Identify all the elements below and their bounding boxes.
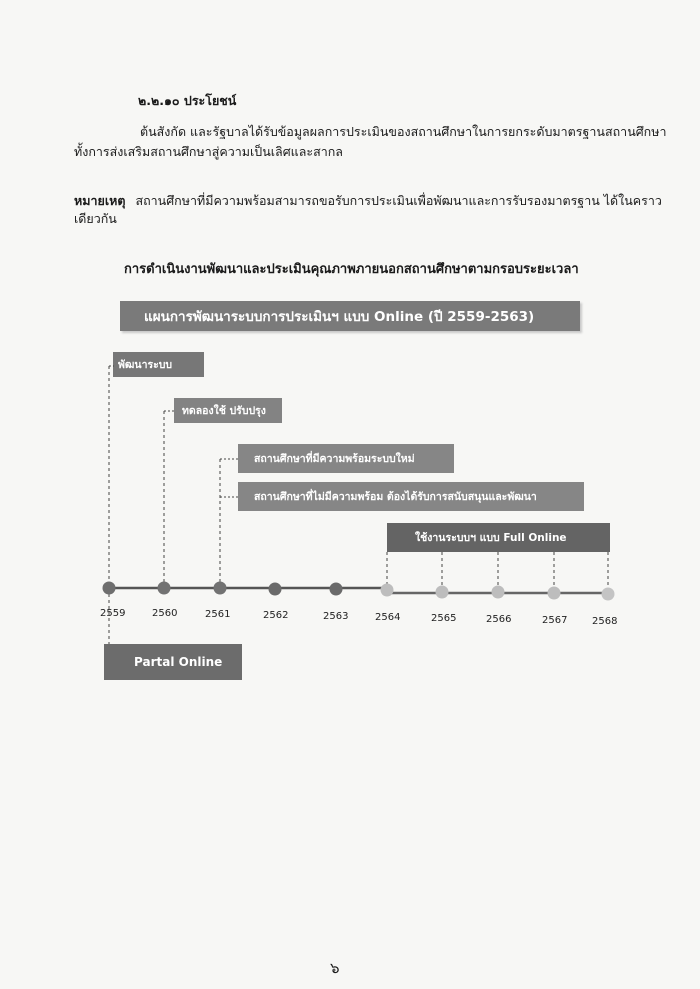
paragraph-line-1: ต้นสังกัด และรัฐบาลได้รับข้อมูลผลการประเมินของสถานศึกษาในการยกระดับมาตรฐานสถานศึกษา xyxy=(140,124,667,139)
node-2560 xyxy=(158,582,171,595)
year-label: 2566 xyxy=(486,614,512,625)
year-label: 2561 xyxy=(205,609,231,620)
node-2567 xyxy=(548,587,561,600)
note-text-1: สถานศึกษาที่มีความพร้อมสามารถขอรับการประเมินเพื่อพัฒนาและการรับรองมาตรฐาน ได้ในคราว xyxy=(135,193,662,208)
diagram-caption: การดำเนินงานพัฒนาและประเมินคุณภาพภายนอกสถานศึกษาตามกรอบระยะเวลา xyxy=(124,262,579,277)
node-2559 xyxy=(103,582,116,595)
year-label: 2560 xyxy=(152,608,178,619)
paragraph-line-2: ทั้งการส่งเสริมสถานศึกษาสู่ความเป็นเลิศและสากล xyxy=(74,144,343,159)
bar-trial: ทดลองใช้ ปรับปรุง xyxy=(174,398,282,423)
node-2565 xyxy=(436,586,449,599)
bar-ready: สถานศึกษาที่มีความพร้อมระบบใหม่ xyxy=(238,444,454,473)
year-label: 2564 xyxy=(375,612,401,623)
bar-not-ready: สถานศึกษาที่ไม่มีความพร้อม ต้องได้รับการสนับสนุนและพัฒนา xyxy=(238,482,584,511)
node-2568 xyxy=(602,588,615,601)
year-label: 2567 xyxy=(542,615,568,626)
section-heading: ๒.๒.๑๐ ประโยชน์ xyxy=(138,93,237,108)
main-title-bar: แผนการพัฒนาระบบการประเมินฯ แบบ Online (ปี 2559-2563) xyxy=(120,301,580,331)
node-2562 xyxy=(269,583,282,596)
year-label: 2562 xyxy=(263,610,289,621)
year-label: 2559 xyxy=(100,608,126,619)
note-line-2: เดียวกัน xyxy=(74,211,117,226)
note-label: หมายเหตุ xyxy=(74,193,126,208)
node-2561 xyxy=(214,582,227,595)
year-label: 2565 xyxy=(431,613,457,624)
page-number: ๖ xyxy=(330,959,340,977)
node-2564 xyxy=(381,584,394,597)
year-label: 2568 xyxy=(592,616,618,627)
bar-full-online: ใช้งานระบบฯ แบบ Full Online xyxy=(387,523,610,552)
year-label: 2563 xyxy=(323,611,349,622)
bar-partial-online: Partal Online xyxy=(104,644,242,680)
node-2566 xyxy=(492,586,505,599)
node-2563 xyxy=(330,583,343,596)
bar-develop: พัฒนาระบบ xyxy=(113,352,204,377)
